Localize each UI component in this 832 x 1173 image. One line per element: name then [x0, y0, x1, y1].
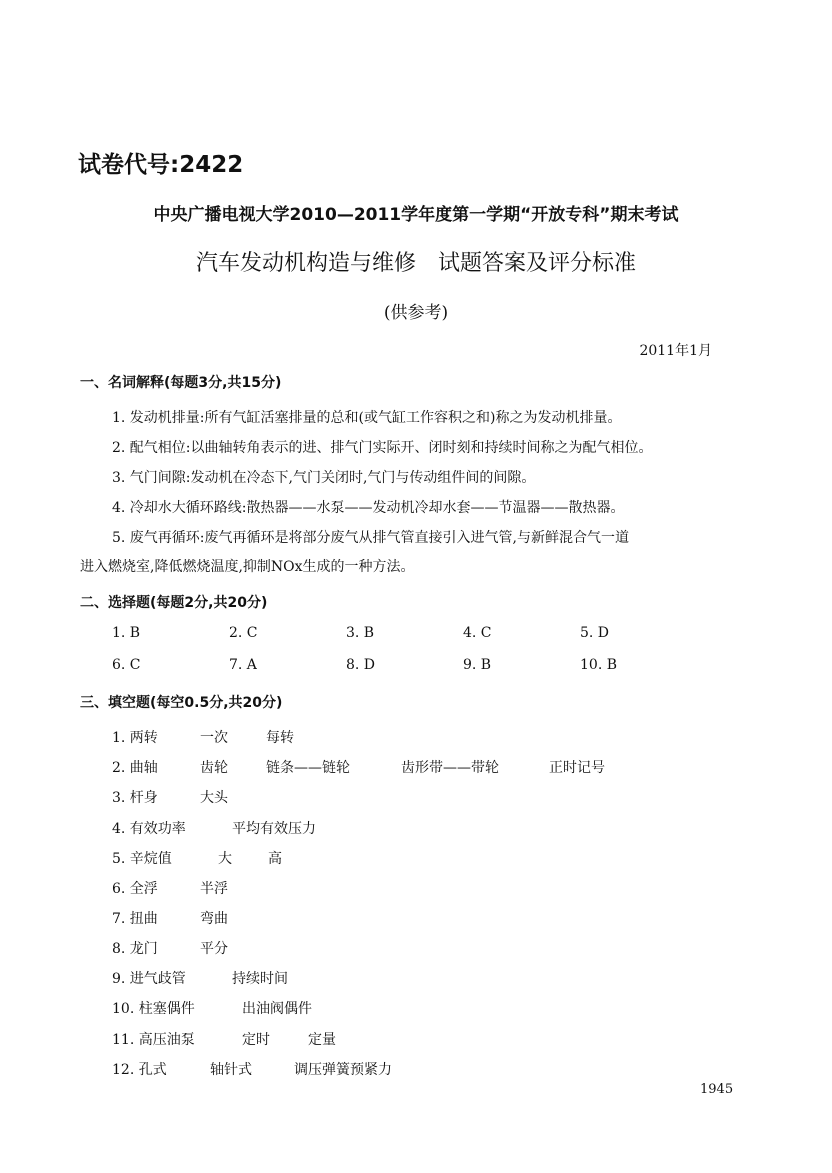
fill-answer: 定时 [242, 1032, 270, 1048]
fill-answer: 10. 柱塞偶件 [112, 1001, 195, 1017]
fill-answer: 高 [268, 851, 282, 867]
choice-answer: 3. B [346, 625, 375, 641]
document-date: 2011年1月 [639, 343, 712, 359]
fill-answer: 7. 扭曲 [112, 911, 158, 927]
section2-heading: 二、选择题(每题2分,共20分) [80, 595, 268, 611]
fill-answer: 齿形带——带轮 [401, 760, 499, 776]
fill-answer: 12. 孔式 [112, 1062, 167, 1078]
reference-note: (供参考) [383, 303, 449, 323]
fill-answer-row [112, 757, 605, 777]
fill-answer: 齿轮 [200, 760, 228, 776]
fill-answer: 3. 杆身 [112, 790, 158, 806]
fill-answer-row [112, 727, 294, 747]
fill-answer: 2. 曲轴 [112, 760, 158, 776]
fill-answer-row [112, 878, 228, 898]
definition-item: 3. 气门间隙:发动机在冷态下,气门关闭时,气门与传动组件间的间隙。 [112, 470, 536, 486]
fill-answer-row [112, 998, 312, 1018]
fill-answer: 平分 [200, 941, 228, 957]
fill-answer: 持续时间 [232, 971, 288, 987]
fill-answer: 5. 辛烷值 [112, 851, 172, 867]
fill-answer: 6. 全浮 [112, 881, 158, 897]
fill-answer: 调压弹簧预紧力 [294, 1062, 392, 1078]
fill-answer-row [112, 818, 316, 838]
choice-answer: 4. C [463, 625, 492, 641]
section1-heading: 一、名词解释(每题3分,共15分) [80, 375, 282, 391]
page-number: 1945 [700, 1082, 734, 1097]
fill-answer: 大 [218, 851, 232, 867]
document-title: 汽车发动机构造与维修 试题答案及评分标准 [195, 251, 636, 276]
definition-item: 4. 冷却水大循环路线:散热器——水泵——发动机冷却水套——节温器——散热器。 [112, 500, 625, 516]
fill-answer: 链条——链轮 [266, 760, 350, 776]
fill-answer: 8. 龙门 [112, 941, 158, 957]
fill-answer: 出油阀偶件 [242, 1001, 312, 1017]
fill-answer: 正时记号 [549, 760, 605, 776]
fill-answer: 1. 两转 [112, 730, 158, 746]
definition-item: 2. 配气相位:以曲轴转角表示的进、排气门实际开、闭时刻和持续时间称之为配气相位。 [112, 440, 653, 456]
exam-title: 中央广播电视大学2010—2011学年度第一学期“开放专科”期末考试 [153, 205, 679, 225]
section3-heading: 三、填空题(每空0.5分,共20分) [80, 695, 283, 711]
fill-answer-row [112, 787, 228, 807]
fill-answer: 半浮 [200, 881, 228, 897]
fill-answer: 弯曲 [200, 911, 228, 927]
paper-code: 试卷代号:2422 [78, 152, 244, 178]
fill-answer: 每转 [266, 730, 294, 746]
definition-item: 5. 废气再循环:废气再循环是将部分废气从排气管直接引入进气管,与新鲜混合气一道 [112, 530, 629, 546]
fill-answer-row [112, 848, 282, 868]
fill-answer-row [112, 908, 228, 928]
choice-answer: 5. D [580, 625, 610, 641]
definition-item: 1. 发动机排量:所有气缸活塞排量的总和(或气缸工作容积之和)称之为发动机排量。 [112, 410, 622, 426]
choice-answer: 2. C [229, 625, 258, 641]
choice-answer: 1. B [112, 625, 141, 641]
definition-item-continuation: 进入燃烧室,降低燃烧温度,抑制NOx生成的一种方法。 [80, 559, 415, 575]
choice-answer: 8. D [346, 657, 376, 673]
choice-answer: 6. C [112, 657, 141, 673]
fill-answer-row [112, 938, 228, 958]
fill-answer: 11. 高压油泵 [112, 1032, 195, 1048]
choice-answer: 10. B [580, 657, 618, 673]
fill-answer: 4. 有效功率 [112, 821, 186, 837]
fill-answer-row [112, 968, 288, 988]
fill-answer: 轴针式 [210, 1062, 252, 1078]
choice-answer: 7. A [229, 657, 257, 673]
fill-answer-row [112, 1059, 392, 1079]
fill-answer-row [112, 1029, 336, 1049]
fill-answer: 一次 [200, 730, 228, 746]
fill-answer: 9. 进气歧管 [112, 971, 186, 987]
fill-answer: 定量 [308, 1032, 336, 1048]
fill-answer: 平均有效压力 [232, 821, 316, 837]
choice-answer: 9. B [463, 657, 492, 673]
fill-answer: 大头 [200, 790, 228, 806]
